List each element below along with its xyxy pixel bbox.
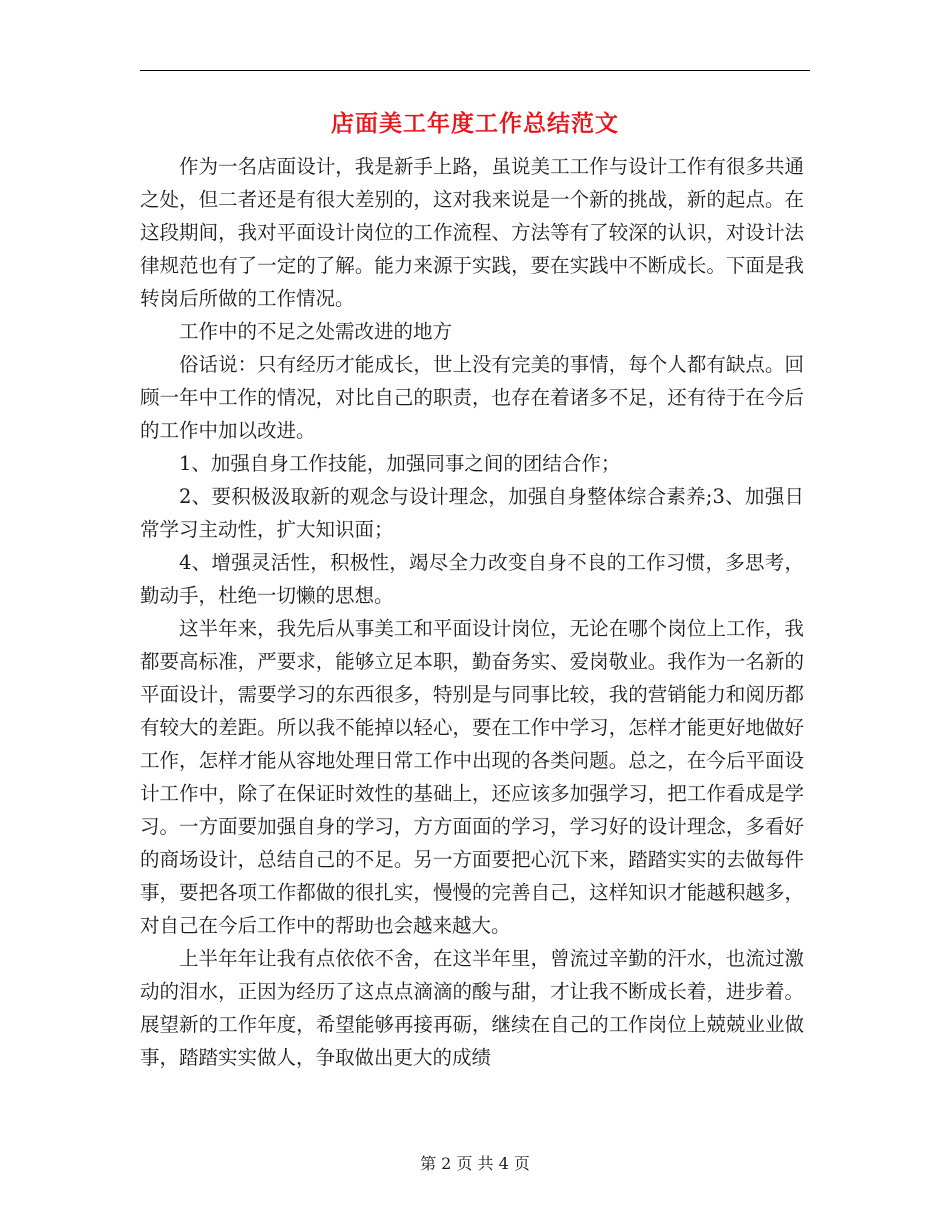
paragraph-intro: 作为一名店面设计，我是新手上路，虽说美工工作与设计工作有很多共通之处，但二者还是有很大差别的，这对我来说是一个新的挑战，新的起点。在这段期间，我对平面设计岗位的工作流程、方法等有了较深的认识，对设计法律规范也有了一定的了解。能力来源于实践，要在实践中不断成长。下面是我转岗后所做的工作情况。 [140,155,804,310]
paragraph-half-year: 这半年来，我先后从事美工和平面设计岗位，无论在哪个岗位上工作，我都要高标准，严要求，能够立足本职，勤奋务实、爱岗敬业。我作为一名新的平面设计，需要学习的东西很多，特别是与同事比较，我的营销能力和阅历都有较大的差距。所以我不能掉以轻心，要在工作中学习，怎样才能更好地做好工作，怎样才能从容地处理日常工作中出现的各类问题。总之，在今后平面设计工作中，除了在保证时效性的基础上，还应该多加强学习，把工作看成是学习。一方面要加强自身的学习，方方面面的学习，学习好的设计理念，多看好的商场设计，总结自己的不足。另一方面要把心沉下来，踏踏实实的去做每件事，要把各项工作都做的很扎实，慢慢的完善自己，这样知识才能越积越多，对自己在今后工作中的帮助也会越来越大。 [140,617,804,937]
page-number: 第 2 页 共 4 页 [420,1154,530,1173]
paragraph-proverb: 俗话说：只有经历才能成长，世上没有完美的事情，每个人都有缺点。回顾一年中工作的情况，对比自己的职责，也存在着诸多不足，还有待于在今后的工作中加以改进。 [140,353,804,442]
paragraph-item-2-3: 2、要积极汲取新的观念与设计理念，加强自身整体综合素养;3、加强日常学习主动性，扩大知识面； [140,485,804,541]
document-title: 店面美工年度工作总结范文 [331,110,619,137]
header-rule [140,70,810,71]
paragraph-heading-shortcomings: 工作中的不足之处需改进的地方 [179,320,453,343]
paragraph-item-4: 4、增强灵活性，积极性，竭尽全力改变自身不良的工作习惯，多思考，勤动手，杜绝一切懒的思想。 [140,551,804,607]
paragraph-item-1: 1、加强自身工作技能，加强同事之间的团结合作； [179,452,621,475]
paragraph-outlook: 上半年年让我有点依依不舍，在这半年里，曾流过辛勤的汗水，也流过激动的泪水，正因为经历了这点点滴滴的酸与甜，才让我不断成长着，进步着。展望新的工作年度，希望能够再接再砺，继续在自己的工作岗位上兢兢业业做事，踏踏实实做人，争取做出更大的成绩 [140,947,804,1069]
document-body [140,150,804,1074]
